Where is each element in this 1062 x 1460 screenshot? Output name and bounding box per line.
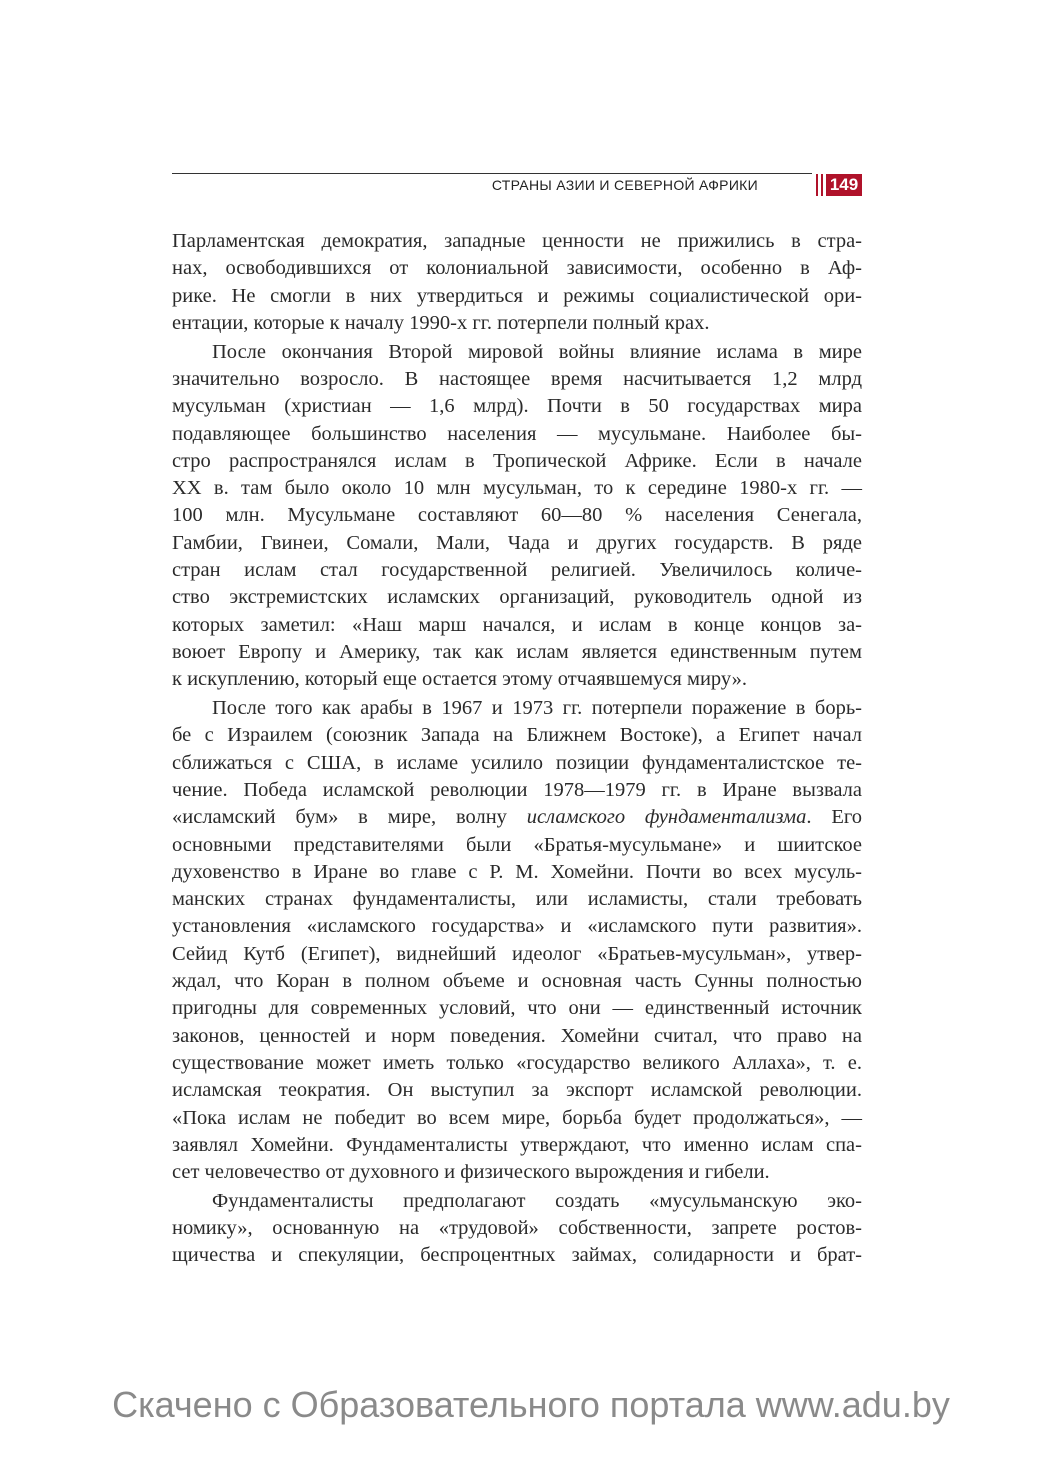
text-line: духовенство в Иране во главе с Р. М. Хомейни. Почти во всех мусуль- <box>172 860 862 883</box>
body-text <box>172 228 862 1271</box>
text-line: рике. Не смогли в них утвердиться и режимы социалистической ори- <box>172 284 862 307</box>
text-line: ентации, которые к началу 1990-х гг. потерпели полный крах. <box>172 311 710 334</box>
page-number: 149 <box>826 174 862 196</box>
text-line: сет человечество от духовного и физического вырождения и гибели. <box>172 1161 770 1184</box>
text-line: После окончания Второй мировой войны влияние ислама в мире <box>212 340 862 363</box>
chapter-title: СТРАНЫ АЗИИ И СЕВЕРНОЙ АФРИКИ <box>491 177 758 193</box>
text-line: После того как арабы в 1967 и 1973 гг. потерпели поражение в борь- <box>212 697 862 720</box>
text-run: «исламский бум» в мире, волну <box>172 806 507 829</box>
text-line: стро распространялся ислам в Тропической Африке. Если в начале <box>172 449 862 472</box>
paragraph-2 <box>172 339 862 694</box>
text-line: XX в. там было около 10 млн мусульман, то к середине 1980-х гг. — <box>172 477 862 500</box>
text-line-with-term <box>172 804 862 831</box>
text-line: номику», основанную на «трудовой» собственности, запрете ростов- <box>172 1217 862 1240</box>
text-line: подавляющее большинство населения — мусульмане. Наиболее бы- <box>172 422 862 445</box>
text-line: стран ислам стал государственной религией. Увеличилось количе- <box>172 559 862 582</box>
header-accent-bars <box>816 174 826 196</box>
text-line: значительно возросло. В настоящее время насчитывается 1,2 млрд <box>172 367 862 390</box>
text-line: Фундаменталисты предполагают создать «мусульманскую эко- <box>212 1189 862 1212</box>
paragraph-3 <box>172 695 862 1186</box>
running-header <box>172 170 862 200</box>
text-line: бе с Израилем (союзник Запада на Ближнем Востоке), а Египет начал <box>172 724 862 747</box>
text-line: мусульман (христиан — 1,6 млрд). Почти в 50 государствах мира <box>172 395 862 418</box>
text-line: исламская теократия. Он выступил за экспорт исламской революции. <box>172 1079 862 1102</box>
text-run: . Его <box>806 806 863 829</box>
italic-term: исламского фундаментализма <box>526 806 807 829</box>
text-line: манских странах фундаменталисты, или исламисты, стали требовать <box>172 888 862 911</box>
text-line: существование может иметь только «государство великого Аллаха», т. е. <box>172 1051 862 1074</box>
text-line: заявлял Хомейни. Фундаменталисты утверждают, что именно ислам спа- <box>172 1133 862 1156</box>
text-line: ждал, что Коран в полном объеме и основная часть Сунны полностью <box>172 970 862 993</box>
text-line: пригодны для современных условий, что они — единственный источник <box>172 997 862 1020</box>
text-line: законов, ценностей и норм поведения. Хомейни считал, что право на <box>172 1024 862 1047</box>
header-rule <box>172 173 812 174</box>
watermark: Скачено с Образовательного портала www.adu.by <box>112 1384 950 1425</box>
text-line: «Пока ислам не победит во всем мире, борьба будет продолжаться», — <box>172 1106 862 1129</box>
paragraph-4 <box>172 1188 862 1270</box>
text-line: 100 млн. Мусульмане составляют 60—80 % населения Сенегала, <box>172 504 862 527</box>
text-line: Сейид Кутб (Египет), виднейший идеолог «Братьев-мусульман», утвер- <box>172 942 862 965</box>
text-line: воюет Европу и Америку, так как ислам является единственным путем <box>172 640 862 663</box>
text-line: основными представителями были «Братья-мусульмане» и шиитское <box>172 833 862 856</box>
text-line: Парламентская демократия, западные ценности не прижились в стра- <box>172 230 862 252</box>
text-line: нах, освободившихся от колониальной зависимости, особенно в Аф- <box>172 257 862 280</box>
text-line: щичества и спекуляции, беспроцентных займах, солидарности и брат- <box>172 1244 862 1267</box>
paragraph-1 <box>172 228 862 337</box>
text-line: к искуплению, который еще остается этому отчаявшемуся миру». <box>172 668 748 691</box>
text-line: чение. Победа исламской революции 1978—1979 гг. в Иране вызвала <box>172 778 862 801</box>
text-line: которых заметил: «Наш марш начался, и ислам в конце концов за- <box>172 613 862 636</box>
text-line: ство экстремистских исламских организаций, руководитель одной из <box>172 586 862 609</box>
text-line: сближаться с США, в исламе усилило позиции фундаменталистское те- <box>172 751 862 774</box>
text-line: Гамбии, Гвинеи, Сомали, Мали, Чада и других государств. В ряде <box>172 531 862 554</box>
text-line: установления «исламского государства» и «исламского пути развития». <box>172 915 862 938</box>
